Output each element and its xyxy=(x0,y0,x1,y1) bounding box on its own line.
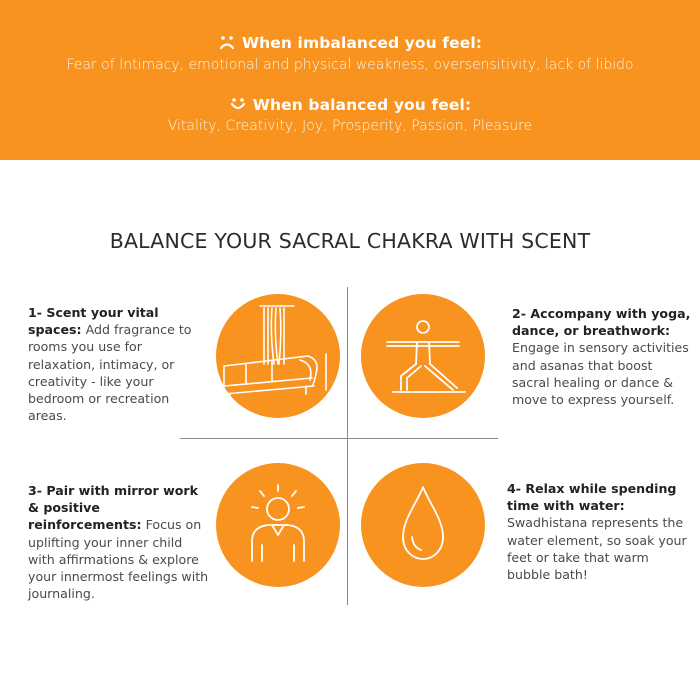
imbalanced-text: Fear of Intimacy, emotional and physical weakness, oversensitivity, lack of libido xyxy=(66,57,634,73)
tip-water xyxy=(507,480,689,583)
tip-heading: 2- Accompany with yoga, dance, or breathwork: xyxy=(512,306,691,339)
tip-body: Add fragrance to rooms you use for relaxation, intimacy, or creativity - like your bedroom or recreation areas. xyxy=(28,322,192,424)
tip-body: Focus on uplifting your inner child with affirmations & explore your innermost feelings with journaling. xyxy=(28,517,209,602)
tip-heading: 4- Relax while spending time with water: xyxy=(507,481,677,514)
tip-body: Engage in sensory activities and asanas that boost sacral healing or dance & move to express yourself. xyxy=(512,340,689,408)
yoga-pose-icon xyxy=(361,294,485,418)
balanced-heading-text: When balanced you feel: xyxy=(252,96,472,114)
sofa-room-icon xyxy=(216,294,340,418)
water-drop-icon xyxy=(361,463,485,587)
tip-heading: 3- Pair with mirror work & positive reinforcements: xyxy=(28,483,198,533)
tip-mirror-work xyxy=(28,482,212,602)
balanced-text: Vitality, Creativity, Joy, Prosperity, Passion, Pleasure xyxy=(167,118,533,134)
tip-heading: 1- Scent your vital spaces: xyxy=(28,305,159,338)
smile-face-icon xyxy=(229,96,247,112)
balanced-heading xyxy=(0,96,700,114)
horizontal-divider xyxy=(180,438,498,439)
vertical-divider xyxy=(347,287,348,605)
tip-body: Swadhistana represents the water element, so soak your feet or take that warm bubble bath! xyxy=(507,515,687,583)
imbalanced-heading xyxy=(0,34,700,52)
imbalanced-heading-text: When imbalanced you feel: xyxy=(241,34,483,52)
tip-yoga-dance xyxy=(512,305,692,408)
page-title: BALANCE YOUR SACRAL CHAKRA WITH SCENT xyxy=(109,229,591,253)
feelings-banner xyxy=(0,0,700,160)
tip-scent-spaces xyxy=(28,304,210,424)
sad-face-icon xyxy=(218,34,236,50)
radiant-person-icon xyxy=(216,463,340,587)
